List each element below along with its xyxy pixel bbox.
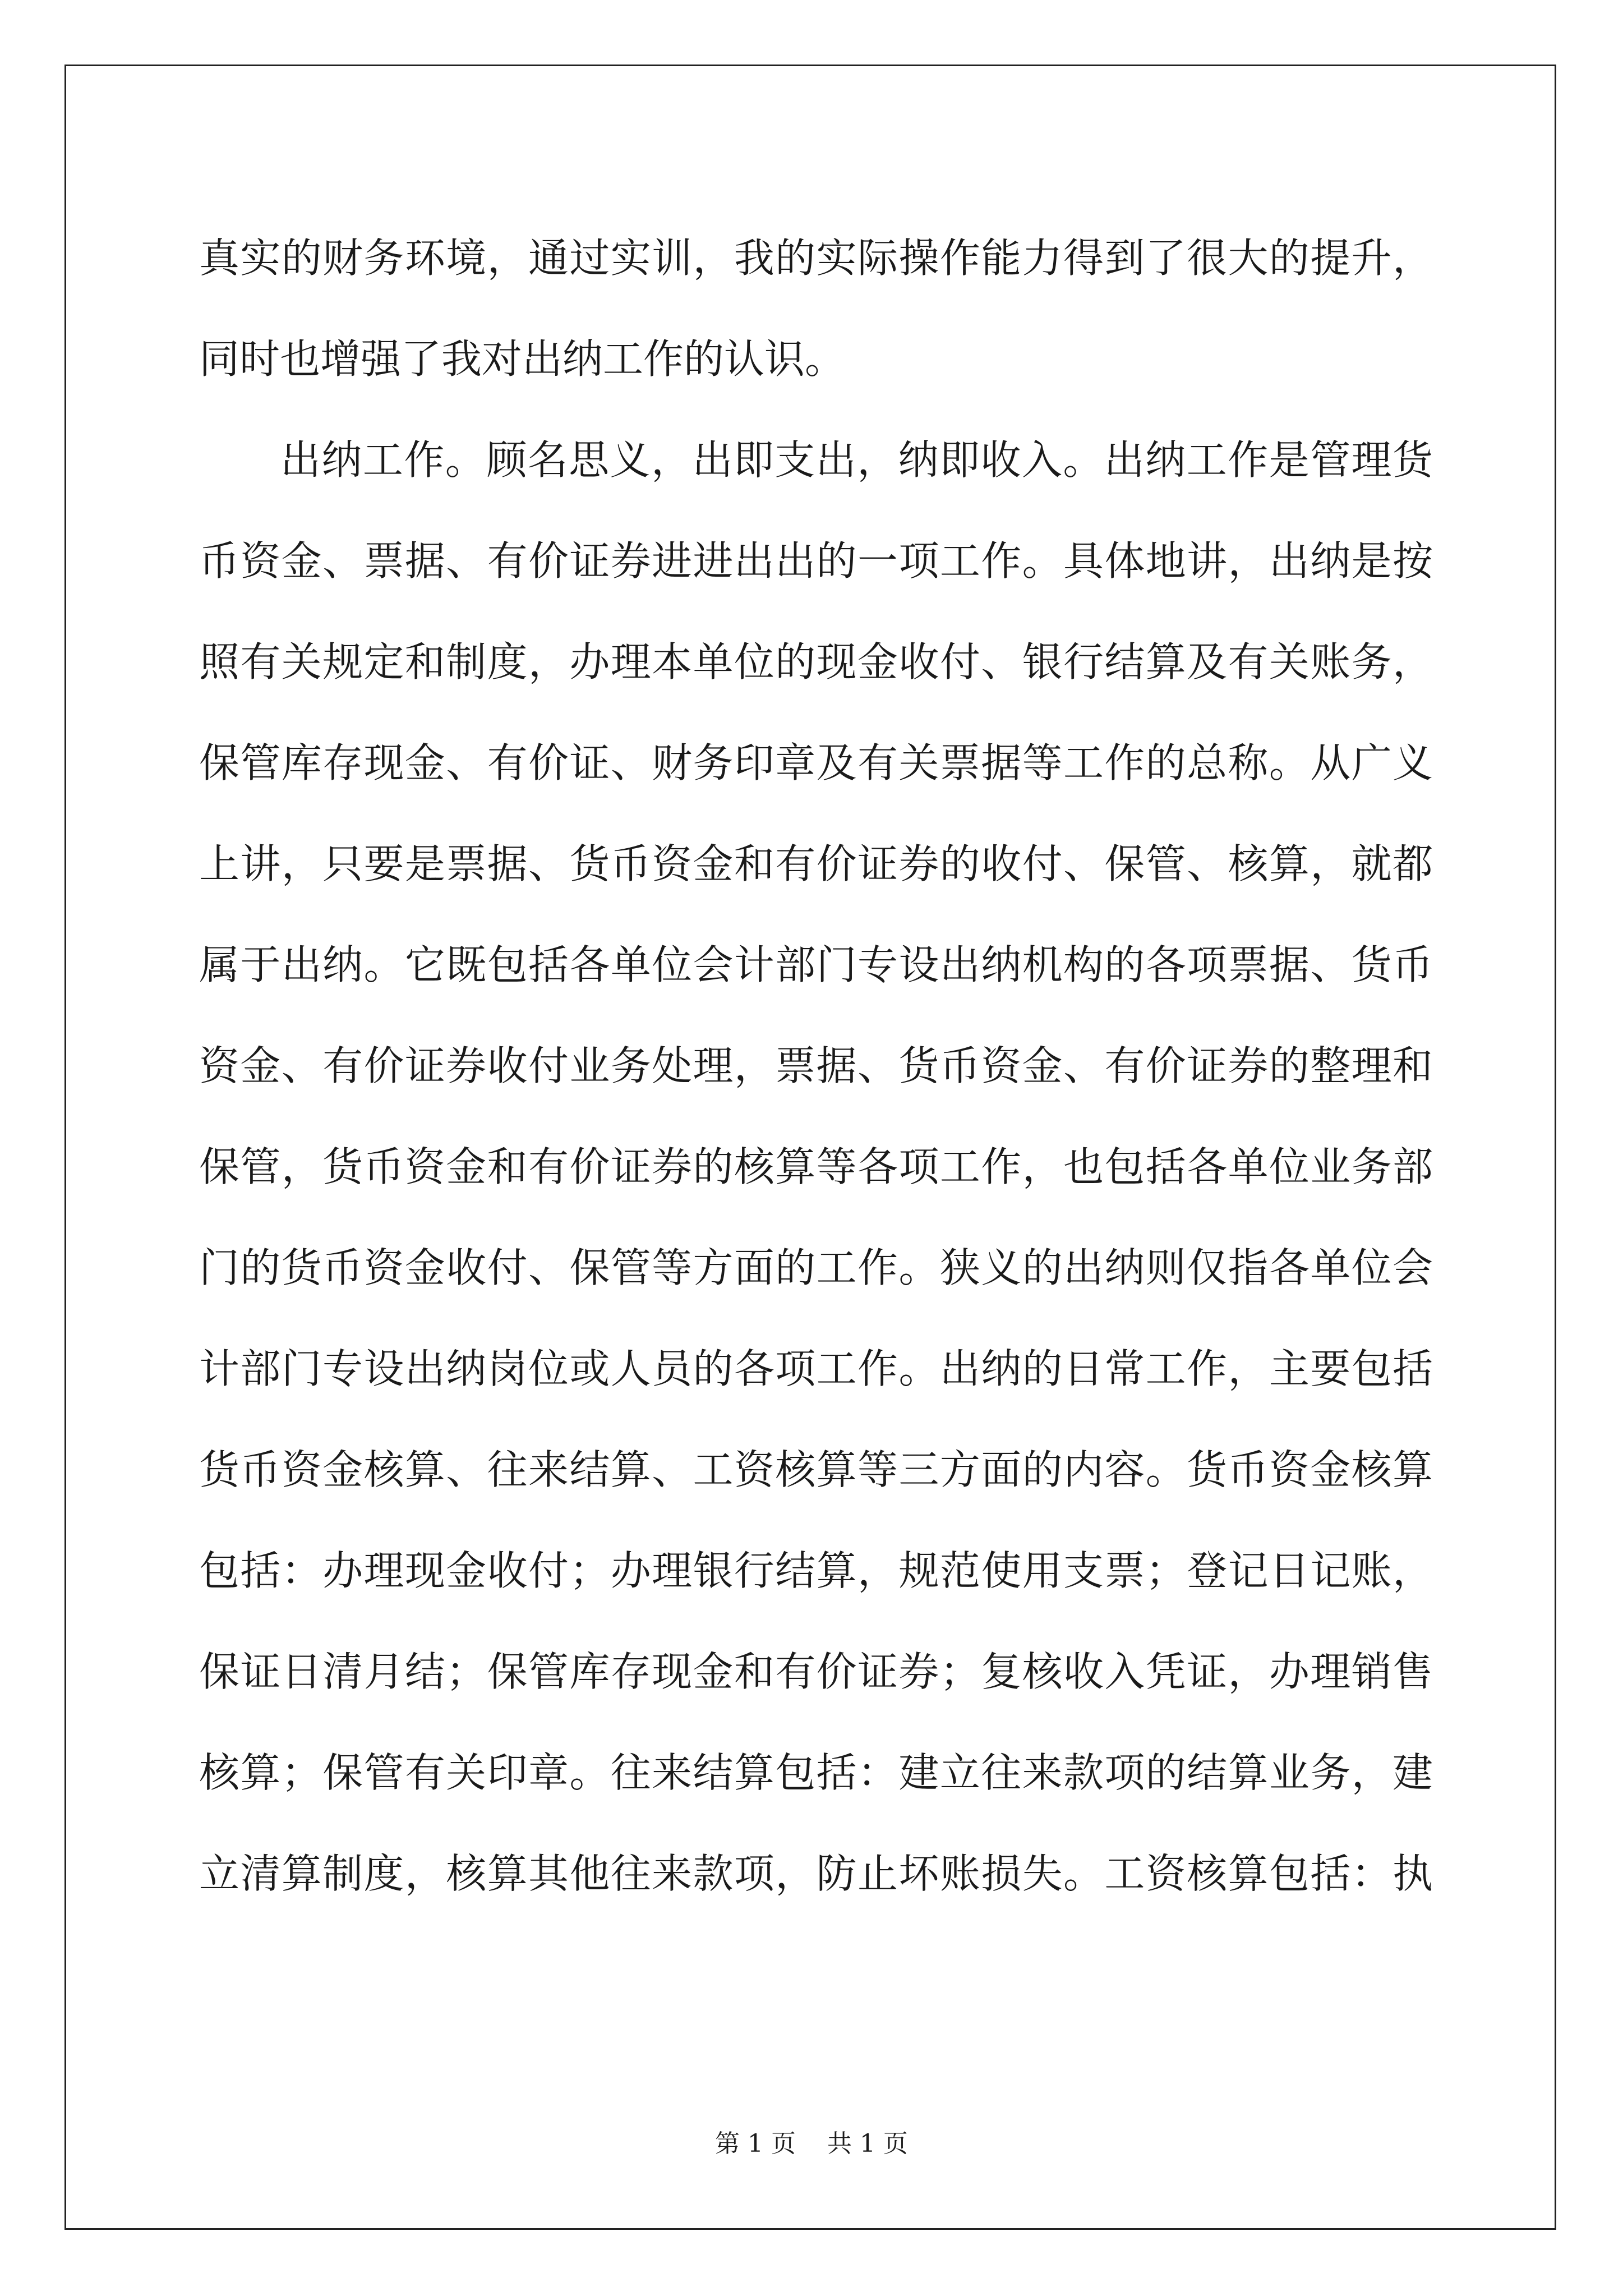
text-line-1: 真实的财务环境，通过实训，我的实际操作能力得到了很大的提升，: [199, 234, 1433, 282]
text-line-5: 照有关规定和制度，办理本单位的现金收付、银行结算及有关账务，: [199, 638, 1433, 685]
text-line-9: 资金、有价证券收付业务处理，票据、货币资金、有价证券的整理和: [199, 1042, 1433, 1089]
paragraph-start-line: 出纳工作。顾名思义，出即支出，纳即收入。出纳工作是管理货: [280, 436, 1433, 484]
text-line-12: 计部门专设出纳岗位或人员的各项工作。出纳的日常工作，主要包括: [199, 1345, 1433, 1392]
text-line-10: 保管，货币资金和有价证券的核算等各项工作，也包括各单位业务部: [199, 1143, 1433, 1190]
text-line-15: 保证日清月结；保管库存现金和有价证券；复核收入凭证，办理销售: [199, 1648, 1433, 1695]
text-line-17: 立清算制度，核算其他往来款项，防止坏账损失。工资核算包括：执: [199, 1850, 1433, 1897]
text-line-2: 同时也增强了我对出纳工作的认识。: [199, 335, 846, 383]
text-line-14: 包括：办理现金收付；办理银行结算，规范使用支票；登记日记账，: [199, 1547, 1433, 1594]
total-pages-label: 共 1 页: [827, 2129, 908, 2158]
text-line-6: 保管库存现金、有价证、财务印章及有关票据等工作的总称。从广义: [199, 739, 1433, 786]
text-line-11: 门的货币资金收付、保管等方面的工作。狭义的出纳则仅指各单位会: [199, 1244, 1433, 1291]
text-line-13: 货币资金核算、往来结算、工资核算等三方面的内容。货币资金核算: [199, 1446, 1433, 1493]
document-body: [199, 208, 1433, 1924]
footer-spacer: [796, 2129, 827, 2158]
text-line-16: 核算；保管有关印章。往来结算包括：建立往来款项的结算业务，建: [199, 1749, 1433, 1796]
page-footer: [0, 2127, 1623, 2161]
text-line-8: 属于出纳。它既包括各单位会计部门专设出纳机构的各项票据、货币: [199, 941, 1433, 988]
text-line-4: 币资金、票据、有价证券进进出出的一项工作。具体地讲，出纳是按: [199, 537, 1433, 585]
text-line-7: 上讲，只要是票据、货币资金和有价证券的收付、保管、核算，就都: [199, 840, 1433, 887]
page-number-label: 第 1 页: [715, 2129, 796, 2158]
